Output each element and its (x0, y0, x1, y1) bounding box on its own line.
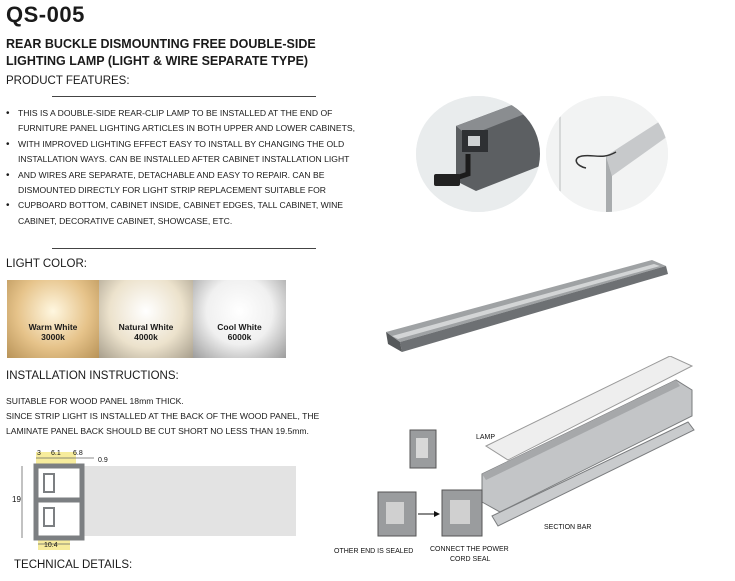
model-number: QS-005 (6, 2, 85, 27)
swatch-temp: 6000k (227, 332, 252, 342)
swatch-natural-white (99, 280, 193, 358)
label-connect-line1: CONNECT THE POWER (430, 546, 509, 553)
feature-line: • AND WIRES ARE SEPARATE, DETACHABLE AND EASY TO REPAIR. CAN BE (6, 168, 406, 183)
swatch-label: Natural White (118, 322, 174, 332)
installation-text (6, 394, 366, 439)
swatch-label: Warm White (28, 322, 78, 332)
title-line-1: REAR BUCKLE DISMOUNTING FREE DOUBLE-SIDE (6, 37, 316, 51)
swatch-temp: 3000k (41, 332, 65, 342)
dim-width: 10.4 (44, 542, 58, 549)
bullet-icon: • (6, 200, 10, 212)
features-text (6, 106, 406, 229)
cross-section-drawing (6, 444, 306, 556)
feature-line: DISMOUNTED DIRECTLY FOR LIGHT STRIP REPLACEMENT SUITABLE FOR (18, 185, 326, 196)
dim-0-9: 0.9 (98, 457, 108, 464)
label-lamp: LAMP (476, 434, 496, 441)
product-title (6, 36, 366, 70)
installation-heading: INSTALLATION INSTRUCTIONS: (6, 370, 179, 382)
features-top-rule (52, 96, 316, 97)
feature-line: FURNITURE PANEL LIGHTING ARTICLES IN BOTH UPPER AND LOWER CABINETS, (18, 123, 355, 134)
feature-line: • WITH IMPROVED LIGHTING EFFECT EASY TO INSTALL BY CHANGING THE OLD (6, 137, 406, 152)
features-bottom-rule (52, 248, 316, 249)
lamp-end-closeup-image (416, 96, 540, 212)
bullet-icon: • (6, 169, 10, 181)
swatch-warm-white (7, 280, 99, 358)
dim-6-1: 6.1 (51, 450, 61, 457)
feature-line: • CUPBOARD BOTTOM, CABINET INSIDE, CABINET EDGES, TALL CABINET, WINE (6, 198, 406, 213)
swatch-temp: 4000k (134, 332, 158, 342)
assembly-diagram (334, 356, 700, 556)
label-connect-line2: CORD SEAL (450, 556, 491, 563)
swatch-cool-white (193, 280, 286, 358)
features-heading: PRODUCT FEATURES: (6, 75, 130, 87)
technical-heading: TECHNICAL DETAILS: (14, 559, 133, 571)
title-line-2: LIGHTING LAMP (LIGHT & WIRE SEPARATE TYPE) (6, 54, 309, 68)
label-other-end: OTHER END IS SEALED (334, 548, 414, 555)
light-color-heading: LIGHT COLOR: (6, 258, 87, 270)
profile-bar-image (384, 254, 674, 359)
lamp-wire-closeup-image (546, 96, 668, 212)
bullet-icon: • (6, 108, 10, 119)
bullet-icon: • (6, 138, 10, 150)
install-line-1: SUITABLE FOR WOOD PANEL 18mm THICK. (6, 396, 184, 406)
dim-height: 19 (12, 495, 21, 504)
dim-3: 3 (37, 450, 41, 457)
install-line-2: SINCE STRIP LIGHT IS INSTALLED AT THE BACK OF THE WOOD PANEL, THE (6, 411, 320, 421)
swatch-label: Cool White (217, 322, 262, 332)
install-line-3: LAMINATE PANEL BACK SHOULD BE CUT SHORT NO LESS THAN 19.5mm. (6, 426, 309, 436)
feature-line: • THIS IS A DOUBLE-SIDE REAR-CLIP LAMP TO BE INSTALLED AT THE END OF (6, 106, 406, 121)
dim-6-8: 6.8 (73, 450, 83, 457)
feature-line: CABINET, DECORATIVE CABINET, SHOWCASE, ETC. (18, 215, 233, 226)
feature-line: INSTALLATION WAYS. CAN BE INSTALLED AFTER CABINET INSTALLATION LIGHT (18, 154, 350, 165)
label-section-bar: SECTION BAR (544, 524, 592, 531)
